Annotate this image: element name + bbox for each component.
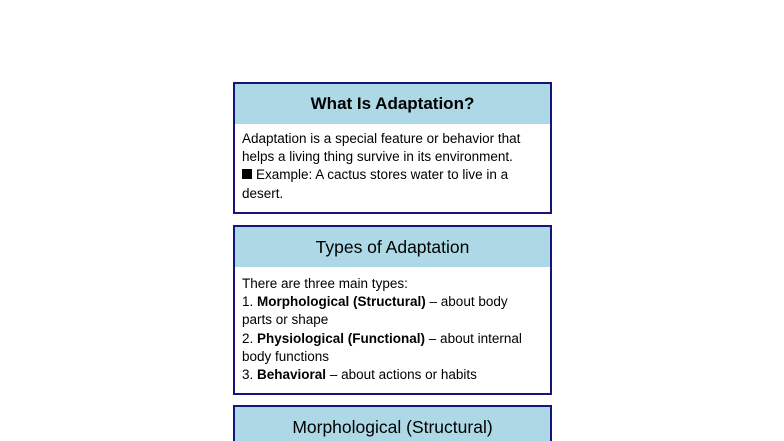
list-item-continuation: parts or shape (242, 312, 329, 328)
card-body (235, 267, 550, 392)
list-item-continuation: body functions (242, 348, 330, 364)
list-item-desc: – about body (425, 294, 508, 310)
card-body (235, 124, 550, 211)
list-item-term: Morphological (Structural) (257, 294, 426, 310)
card-what-is-adaptation (233, 82, 552, 214)
list-number: 1. (242, 294, 254, 310)
list-item-term: Physiological (Functional) (257, 330, 426, 346)
square-bullet-icon (242, 169, 252, 179)
card-morphological (233, 405, 552, 441)
list-item (242, 293, 543, 311)
body-line: helps a living thing survive in its environment. (242, 149, 513, 165)
card-types-of-adaptation (233, 225, 552, 395)
list-item-desc: – about actions or habits (326, 367, 477, 383)
list-item (242, 330, 543, 348)
example-text: Example: A cactus stores water to live in a (256, 167, 509, 183)
intro-line: There are three main types: (242, 276, 408, 291)
list-item-desc: – about internal (425, 330, 522, 346)
card-title: Morphological (Structural) (235, 407, 550, 441)
list-number: 2. (242, 330, 254, 346)
example-line (242, 166, 543, 184)
body-line: desert. (242, 185, 284, 201)
body-line: Adaptation is a special feature or behavior that (242, 131, 521, 146)
card-title: Types of Adaptation (235, 227, 550, 267)
list-item-term: Behavioral (257, 367, 327, 383)
list-item (242, 366, 543, 384)
card-title: What Is Adaptation? (235, 84, 550, 124)
list-number: 3. (242, 367, 254, 383)
